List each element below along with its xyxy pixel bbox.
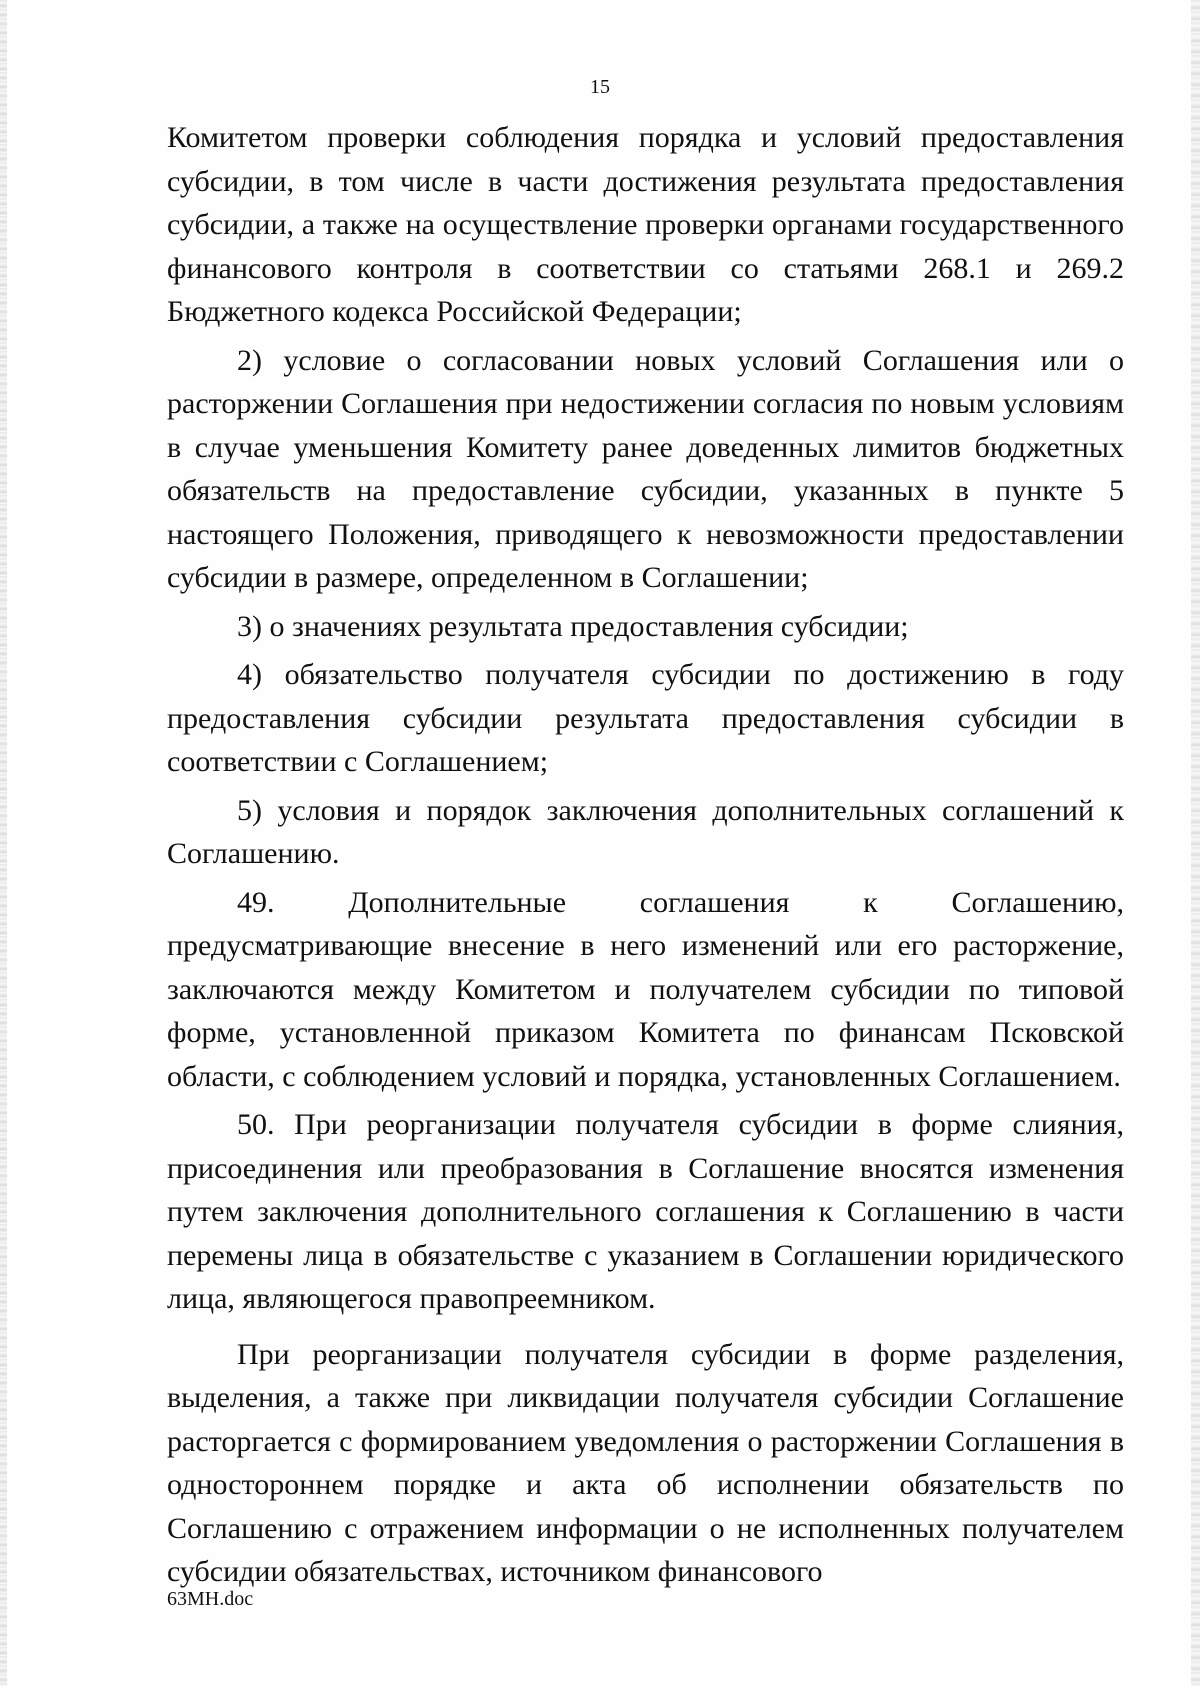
paragraph-reorganization: При реорганизации получателя субсидии в форме разделения, выделения, а также при ликвидации получателя субсидии Соглашение расторгается с формированием уведомления о расторжении Соглашения в одностороннем порядке и акта об исполнении обязательств по Соглашению с отражением информации о не исполненных получателем субсидии обязательствах, источником финансового <box>167 1337 1124 1588</box>
paragraph-50: 50. При реорганизации получателя субсидии в форме слияния, присоединения или преобразования в Соглашение вносятся изменения путем заключения дополнительного соглашения к Соглашению в части перемены лица в обязательстве с указанием в Соглашении юридического лица, являющегося правопреемником. <box>167 1108 1124 1315</box>
paragraph-item-3: 3) о значениях результата предоставления субсидии; <box>237 609 909 643</box>
footer-filename: 63МН.doc <box>167 1588 254 1610</box>
paragraph-item-4: 4) обязательство получателя субсидии по достижению в году предоставления субсидии результата предоставления субсидии в соответствии с Соглашением; <box>167 658 1124 778</box>
paragraph-49: 49. Дополнительные соглашения к Соглашению, предусматривающие внесение в него изменений или его расторжение, заключаются между Комитетом и получателем субсидии по типовой форме, установленной приказом Комитета по финансам Псковской области, с соблюдением условий и порядка, установленных Соглашением. <box>167 885 1124 1093</box>
scan-right-edge <box>1191 0 1200 1686</box>
paragraph-item-5: 5) условия и порядок заключения дополнительных соглашений к Соглашению. <box>167 793 1124 870</box>
paragraph-item-2: 2) условие о согласовании новых условий Соглашения или о расторжении Соглашения при недостижении согласия по новым условиям в случае уменьшения Комитету ранее доведенных лимитов бюджетных обязательств на предоставление субсидии, указанных в пункте 5 настоящего Положения, приводящего к невозможности предоставлении субсидии в размере, определенном в Соглашении; <box>167 343 1124 594</box>
scan-left-edge <box>0 0 7 1686</box>
paragraph-continuation: Комитетом проверки соблюдения порядка и условий предоставления субсидии, в том числе в части достижения результата предоставления субсидии, а также на осуществление проверки органами государственного финансового контроля в соответствии со статьями 268.1 и 269.2 Бюджетного кодекса Российской Федерации; <box>167 121 1124 328</box>
page-number: 15 <box>590 76 610 98</box>
document-body <box>167 116 1124 1594</box>
